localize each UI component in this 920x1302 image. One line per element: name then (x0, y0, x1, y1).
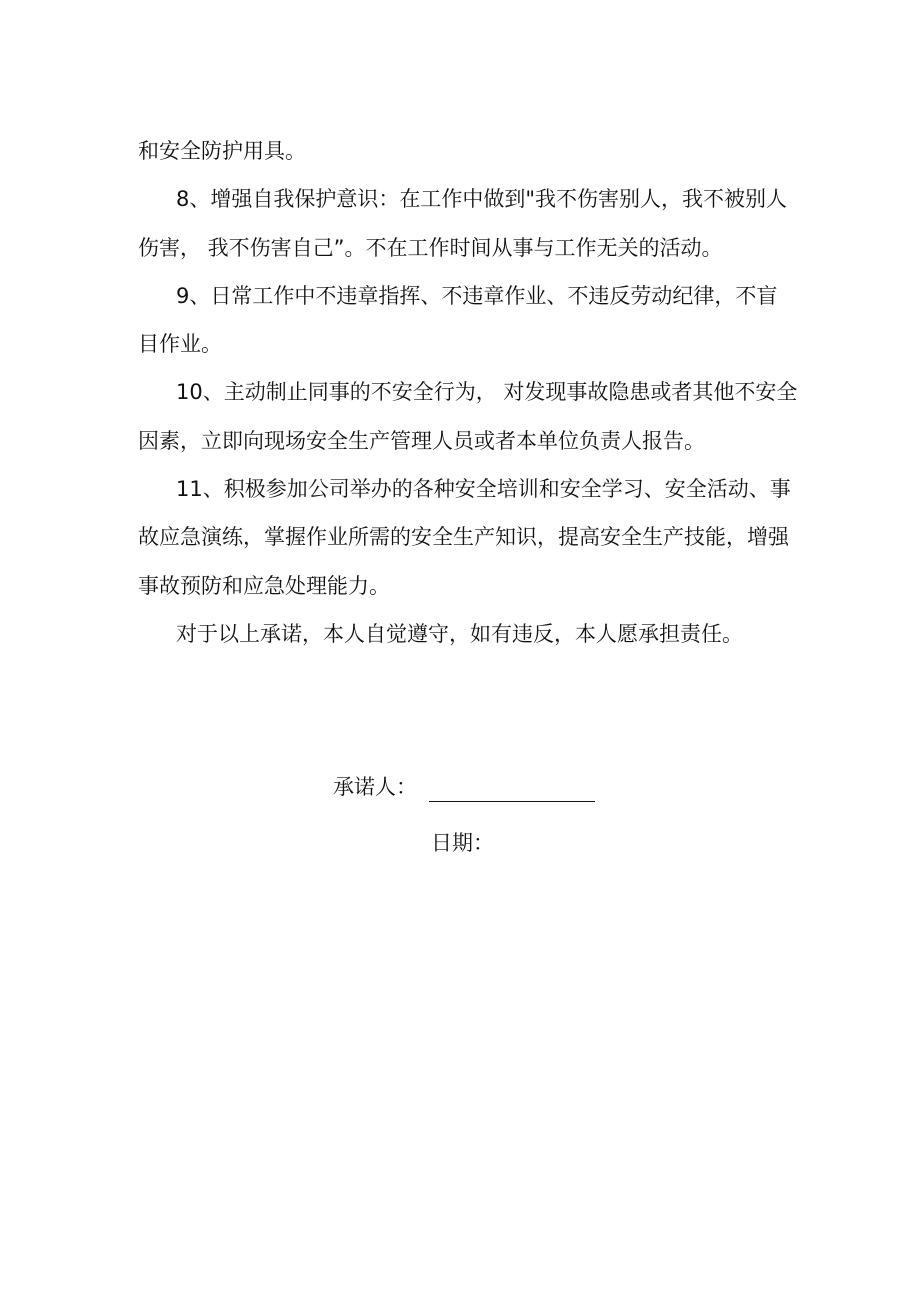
document-body (138, 127, 798, 658)
paragraph-item-10: 10、主动制止同事的不安全行为， 对发现事故隐患或者其他不安全因素，立即向现场安全生产管理人员或者本单位负责人报告。 (138, 380, 798, 453)
paragraph-continuation: 和安全防护用具。 (138, 139, 306, 163)
signer-label: 承诺人： (333, 775, 417, 799)
date-row (431, 828, 494, 858)
paragraph-item-8: 8、增强自我保护意识：在工作中做到"我不伤害别人，我不被别人伤害， 我不伤害自己”。不在工作时间从事与工作无关的活动。 (138, 187, 788, 260)
paragraph-pledge-statement: 对于以上承诺，本人自觉遵守，如有违反，本人愿承担责任。 (176, 621, 743, 646)
signer-row (333, 772, 595, 802)
paragraph-item-11: 11、积极参加公司举办的各种安全培训和安全学习、安全活动、事故应急演练，掌握作业所需的安全生产知识，提高安全生产技能，增强事故预防和应急处理能力。 (138, 477, 791, 598)
date-label: 日期： (431, 831, 494, 855)
paragraph-item-9: 9、日常工作中不违章指挥、不违章作业、不违反劳动纪律，不盲目作业。 (138, 283, 778, 357)
signature-blank-line[interactable] (429, 781, 595, 802)
